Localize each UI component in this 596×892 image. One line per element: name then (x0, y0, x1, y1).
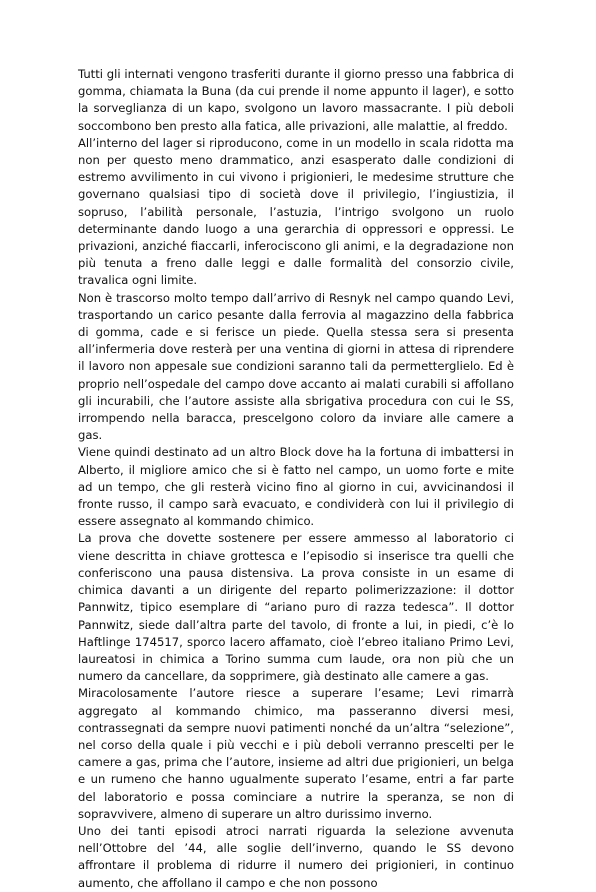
body-text (78, 66, 514, 892)
paragraph: Uno dei tanti episodi atroci narrati riguarda la selezione avvenuta nell’Ottobre del ’44, alle soglie dell’inverno, quando le SS devono affrontare il problema di ridurre il numero dei prigionieri, in continuo aumento, che affollano il campo e che non possono (78, 823, 514, 890)
paragraph: Non è trascorso molto tempo dall’arrivo di Resnyk nel campo quando Levi, trasportando un carico pesante dalla ferrovia al magazzino della fabbrica di gomma, cade e si ferisce un piede. Quella stessa sera si presenta all’infermeria dove resterà per una ventina di giorni in attesa di riprendere il lavoro non appesale sue condizioni saranno tali da permetterglielo. Ed è proprio nell’ospedale del campo dove accanto ai malati curabili si affollano gli incurabili, che l’autore assiste alla sbrigativa procedura con cui le SS, irrompendo nella baracca, prescelgono coloro da inviare alle camere a gas. (78, 290, 514, 443)
paragraph: Tutti gli internati vengono trasferiti durante il giorno presso una fabbrica di gomma, chiamata la Buna (da cui prende il nome appunto il lager), e sotto la sorveglianza di un kapo, svolgono un lavoro massacrante. I più deboli soccombono ben presto alla fatica, alle privazioni, alle malattie, al freddo. (78, 67, 514, 133)
paragraph: Miracolosamente l’autore riesce a superare l’esame; Levi rimarrà aggregato al kommando chimico, ma passeranno diversi mesi, contrassegnati da sempre nuovi patimenti nonché da un’altra “selezione”, nel corso della quale i più vecchi e i più deboli verranno prescelti per le camere a gas, prima che l’autore, insieme ad altri due prigionieri, un belga e un rumeno che hanno ugualmente superato l’esame, entri a far parte del laboratorio e possa cominciare a nutrire la speranza, se non di sopravvivere, almeno di superare un altro durissimo inverno. (78, 686, 514, 821)
paragraph: Viene quindi destinato ad un altro Block dove ha la fortuna di imbattersi in Alberto, il migliore amico che si è fatto nel campo, un uomo forte e mite ad un tempo, che gli resterà vicino fino al giorno in cui, avvicinandosi il fronte russo, il campo sarà evacuato, e condividerà con lui il privilegio di essere assegnato al kommando chimico. (78, 445, 514, 529)
paragraph: All’interno del lager si riproducono, come in un modello in scala ridotta ma non per questo meno drammatico, anzi esasperato dalle condizioni di estremo avvilimento in cui vivono i prigionieri, le medesime strutture che governano qualsiasi tipo di società dove il privilegio, l’ingiustizia, il sopruso, l’abilità personale, l’astuzia, l’intrigo svolgono un ruolo determinante dando luogo a una gerarchia di oppressori e oppressi. Le privazioni, anziché fiaccarli, inferociscono gli animi, e la degradazione non più tenuta a freno dalle leggi e dalle formalità del consorzio civile, travalica ogni limite. (78, 135, 514, 288)
paragraph: La prova che dovette sostenere per essere ammesso al laboratorio ci viene descritta in chiave grottesca e l’episodio si inserisce tra quelli che conferiscono una pausa distensiva. La prova consiste in un esame di chimica davanti a un dirigente del reparto polimerizzazione: il dottor Pannwitz, tipico esemplare di “ariano puro di razza tedesca”. Il dottor Pannwitz, siede dall’altra parte del tavolo, di fronte a lui, in piedi, c’è lo Haftlinge 174517, sporco lacero affamato, cioè l’ebreo italiano Primo Levi, laureatosi in chimica a Torino summa cum laude, ora non più che un numero da cancellare, da sopprimere, già destinato alle camere a gas. (78, 531, 514, 684)
